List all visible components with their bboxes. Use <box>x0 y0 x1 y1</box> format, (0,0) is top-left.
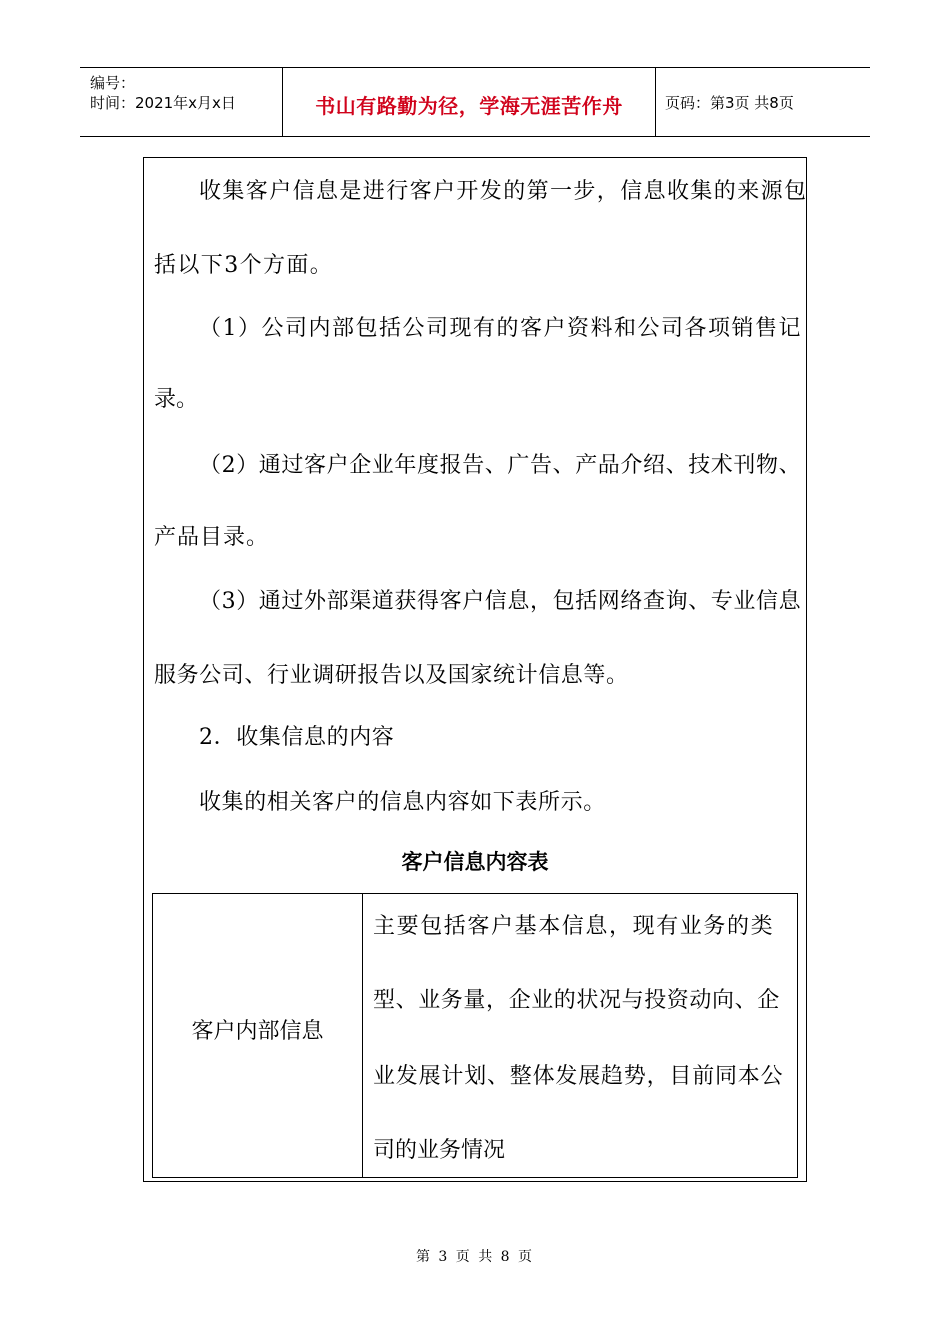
page-footer: 第 3 页 共 8 页 <box>415 1249 535 1265</box>
document-number-label: 编号： <box>90 74 136 92</box>
table-column-divider <box>362 894 363 1177</box>
table-content-line: 主要包括客户基本信息，现有业务的类 <box>373 914 775 939</box>
header-motto-cell <box>283 68 656 136</box>
header-page-number: 页码：第3页 共8页 <box>665 94 794 112</box>
paragraph-4-line-1: （3）通过外部渠道获得客户信息，包括网络查询、专业信息 <box>199 589 802 614</box>
paragraph-3-line-2: 产品目录。 <box>154 525 270 550</box>
page-header <box>80 67 870 137</box>
table-row-label: 客户内部信息 <box>191 1019 324 1044</box>
table-content-line: 业发展计划、整体发展趋势，目前同本公 <box>373 1064 784 1089</box>
table-content-line: 型、业务量，企业的状况与投资动向、企 <box>373 988 780 1013</box>
paragraph-4-line-2: 服务公司、行业调研报告以及国家统计信息等。 <box>154 663 629 688</box>
paragraph-1-line-1: 收集客户信息是进行客户开发的第一步，信息收集的来源包 <box>199 179 808 204</box>
paragraph-2-line-2: 录。 <box>154 387 199 412</box>
paragraph-1-line-2: 括以下3个方面。 <box>154 253 334 278</box>
customer-info-table <box>152 893 798 1178</box>
paragraph-2-line-1: （1）公司内部包括公司现有的客户资料和公司各项销售记 <box>199 316 802 341</box>
table-content-line: 司的业务情况 <box>373 1138 506 1163</box>
document-date: 时间：2021年x月x日 <box>90 94 236 112</box>
header-meta-cell <box>80 68 283 136</box>
header-motto: 书山有路勤为径，学海无涯苦作舟 <box>315 94 623 118</box>
paragraph-3-line-1: （2）通过客户企业年度报告、广告、产品介绍、技术刊物、 <box>199 453 802 478</box>
header-page-cell <box>656 68 870 136</box>
table-intro: 收集的相关客户的信息内容如下表所示。 <box>199 790 606 815</box>
table-caption: 客户信息内容表 <box>401 850 549 874</box>
section-heading: 2．收集信息的内容 <box>199 725 395 750</box>
